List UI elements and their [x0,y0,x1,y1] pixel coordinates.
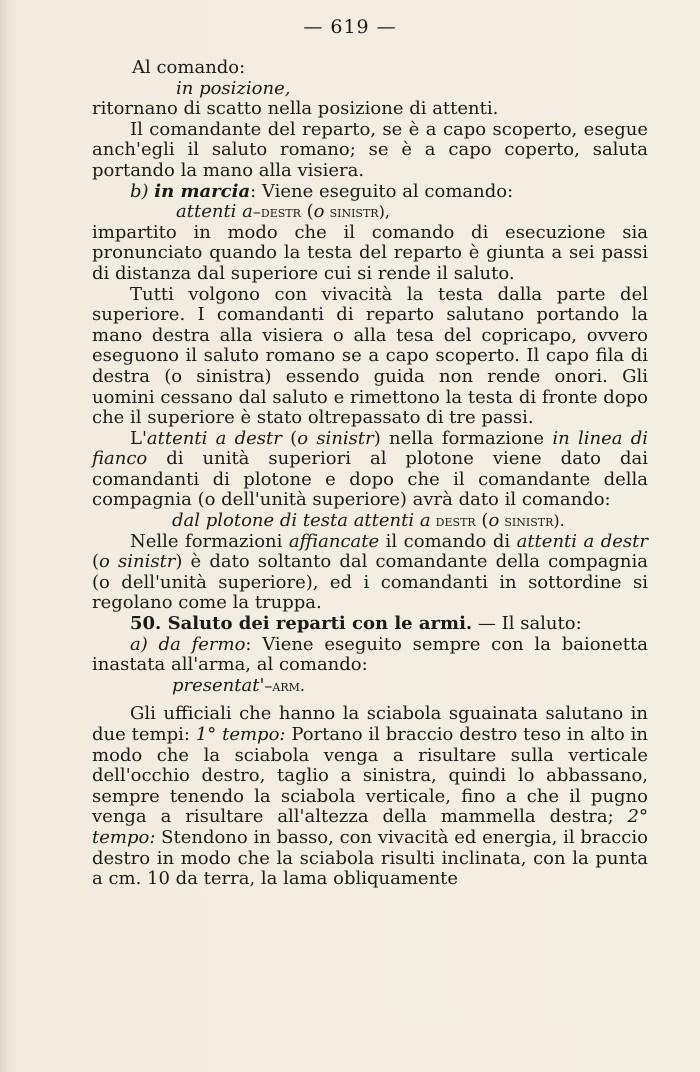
section-title: Saluto dei reparti con le armi. [161,613,473,635]
item-letter: a) [130,633,148,655]
item-term: in marcia [154,180,251,202]
text-run: o sinistr [99,551,176,573]
section-number: 50. [130,613,162,635]
paragraph-nelle-formazioni [92,532,648,614]
text-run: il comando di [379,530,517,552]
text-run: ( [281,427,298,449]
body-text [92,58,648,890]
command-attenti-destr [92,202,648,223]
paragraph-da-fermo [92,635,648,676]
text-run: Nelle formazioni [130,530,289,552]
cmd-part: presentat' [172,674,265,696]
text-run: di unità superiori al plotone viene dato dai comandanti di plotone e dopo che il comandante della compagnia (o dell'unità superiore) avrà dato il comando: [92,448,648,511]
command-text: in posizione, [176,77,291,99]
text-run: L' [130,427,147,449]
paragraph-in-marcia [92,182,648,203]
paragraph-intro-command: Al comando: [132,57,246,78]
text-run: o sinistr [297,427,374,449]
command-presentat-arm [92,676,648,697]
paragraph-impartito: impartito in modo che il comando di esecuzione sia pronunciato quando la testa del reparto è giunta a sei passi di distanza dal superiore cui si rende il saluto. [92,221,648,284]
cmd-part: ( [475,510,489,532]
cmd-part: attenti a [176,201,253,223]
section-heading-50 [92,614,648,635]
text-run: 2° tempo: [92,806,648,848]
text-run: ) nella formazione [373,427,553,449]
cmd-part: sinistr), [324,202,390,222]
text-run: Portano il braccio destro teso in alto in modo che la sciabola venga a risultare sulla verticale dell'occhio destro, taglio a sinistra, quindi lo abbassano, sempre tenendo la sciabola verticale, fino a che il pugno venga a risultare all'altezza della mammella destra; [92,724,648,828]
cmd-part: –arm. [264,675,305,695]
item-text: : Viene eseguito al comando: [250,180,514,202]
cmd-part: –destr [252,202,301,222]
cmd-part: ( [300,201,314,223]
cmd-part: o [313,201,325,223]
cmd-part: o [488,510,500,532]
text-run: in linea di fianco [92,427,649,470]
section-text: — Il saluto: [472,613,582,635]
paragraph-ritornano: ritornano di scatto nella posizione di attenti. [92,98,499,120]
cmd-part: dal plotone di testa attenti a [172,510,431,532]
item-text: : Viene eseguito sempre con la baionetta inastata all'arma, al comando: [92,633,648,676]
text-run: Stendono in basso, con vivacità ed energia, il braccio destro in modo che la sciabola risulti inclinata, con la punta a cm. 10 da terra, la lama obliquamente [92,826,648,890]
page-number: — 619 — [303,16,397,38]
paragraph-ufficiali-sciabola [92,704,648,889]
text-run: 1° tempo: [195,724,286,745]
command-in-posizione [92,79,648,100]
text-run: attenti a destr [146,427,282,449]
cmd-part: sinistr). [499,511,565,531]
command-plotone-testa [92,511,648,532]
item-letter: b) [130,180,149,202]
text-run: affiancate [288,530,380,552]
text-run: Gli ufficiali che hanno la sciabola sguainata salutano in due tempi: [92,703,648,745]
text-run: attenti a destr [516,530,648,552]
paragraph-tutti-volgono: Tutti volgono con vivacità la testa dalla parte del superiore. I comandanti di reparto salutano portando la mano destra alla visiera o alla tesa del copricapo, ovvero eseguono il saluto romano se a capo scoperto. Il capo fila di destra (o sinistra) essendo guida non rende onori. Gli uomini cessano dal saluto e rimettono la testa di fronte dopo che il superiore è stato oltrepassato di tre passi. [92,283,648,429]
text-run: ) è dato soltanto dal comandante della compagnia (o dell'unità superiore), ed i comandanti in sottordine si regolano come la truppa. [92,551,648,614]
item-term: da fermo [147,633,246,655]
cmd-part: destr [430,511,476,531]
paragraph-comandante: Il comandante del reparto, se è a capo scoperto, esegue anch'egli il saluto romano; se è a capo coperto, saluta portando la mano alla visiera. [92,118,648,181]
paragraph-attenti-a-destr [92,429,648,511]
text-run: ( [92,551,100,573]
